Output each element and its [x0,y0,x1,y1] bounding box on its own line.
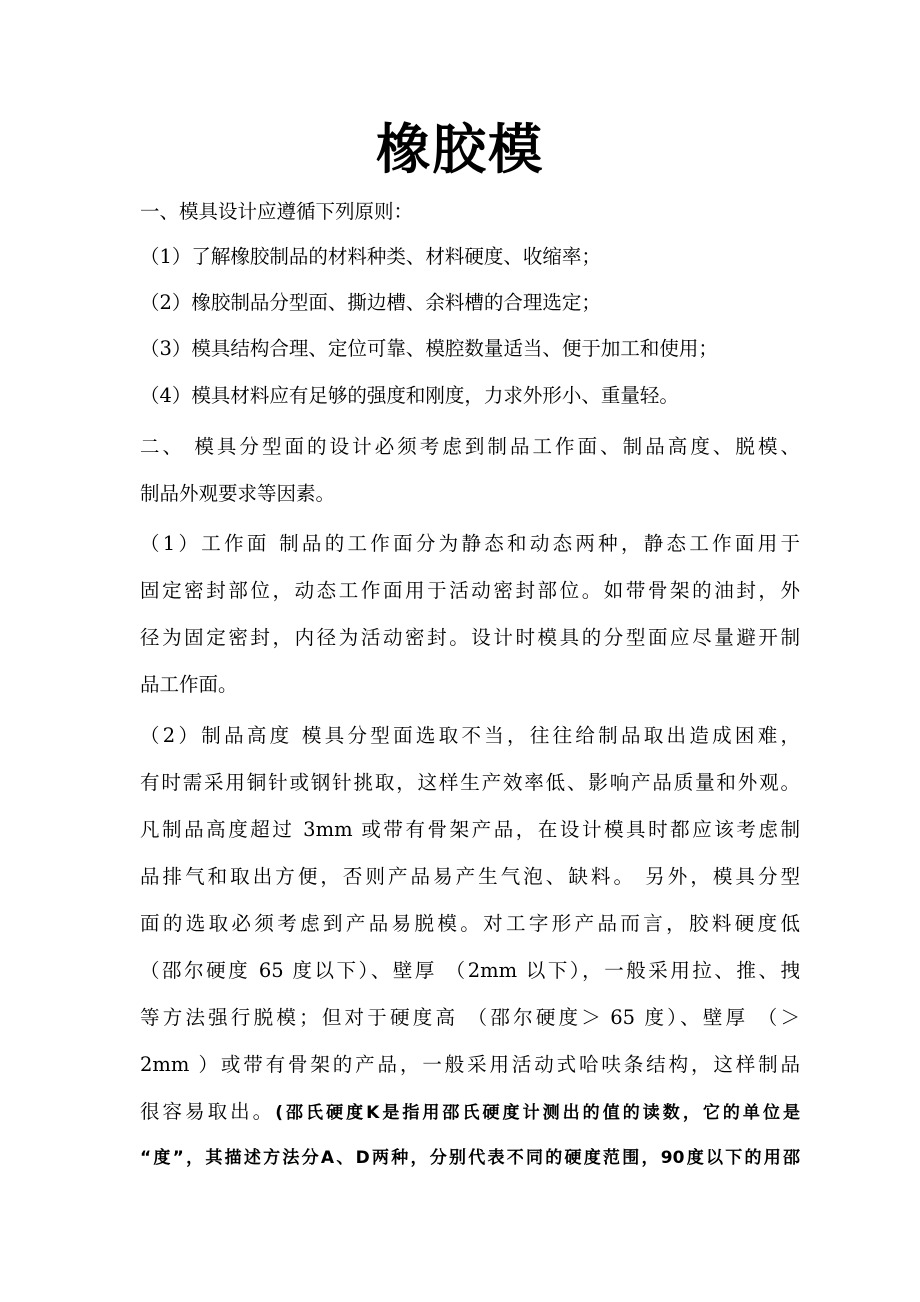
body-line: 径为固定密封，内径为活动密封。设计时模具的分型面应尽量避开制 [140,626,800,649]
document-title: 橡胶模 [376,117,544,181]
body-line: （1）工作面 制品的工作面分为静态和动态两种，静态工作面用于 [140,532,800,555]
body-line: 面的选取必须考虑到产品易脱模。对工字形产品而言，胶料硬度低 [140,912,800,935]
body-line: 凡制品高度超过 3mm 或带有骨架产品，在设计模具时都应该考虑制 [140,818,800,841]
body-line: （2）橡胶制品分型面、撕边槽、余料槽的合理选定； [140,291,601,314]
body-line: 一、模具设计应遵循下列原则： [140,200,414,223]
body-line: 品排气和取出方便，否则产品易产生气泡、缺料。 另外，模具分型 [140,865,800,888]
body-line-normal-part: 很容易取出。 [140,1100,276,1123]
body-line-mixed [140,1097,800,1128]
body-line: 制品外观要求等因素。 [140,482,336,505]
body-line: 2mm ）或带有骨架的产品，一般采用活动式哈呋条结构，这样制品 [140,1053,800,1076]
body-line: 二、 模具分型面的设计必须考虑到制品工作面、制品高度、脱模、 [140,435,800,458]
body-line: 等方法强行脱模；但对于硬度高 （邵尔硬度＞ 65 度）、壁厚 （＞ [140,1006,800,1029]
body-line: 品工作面。 [140,673,238,696]
body-line-last: “度”，其描述方法分A、D两种，分别代表不同的硬度范围，90度以下的用邵 [140,1148,800,1168]
body-line: （邵尔硬度 65 度以下）、壁厚 （2mm 以下），一般采用拉、推、拽 [140,959,800,982]
body-line-bold-part: (邵氏硬度K是指用邵氏硬度计测出的值的读数，它的单位是 [275,1103,800,1123]
body-line: （2）制品高度 模具分型面选取不当，往往给制品取出造成困难， [140,724,800,747]
body-line: （4）模具材料应有足够的强度和刚度，力求外形小、重量轻。 [140,384,679,407]
body-line: 固定密封部位，动态工作面用于活动密封部位。如带骨架的油封，外 [140,579,800,602]
body-line: （3）模具结构合理、定位可靠、模腔数量适当、便于加工和使用； [140,337,718,360]
body-line: （1）了解橡胶制品的材料种类、材料硬度、收缩率； [140,245,601,268]
body-line: 有时需采用铜针或钢针挑取，这样生产效率低、影响产品质量和外观。 [140,771,800,794]
